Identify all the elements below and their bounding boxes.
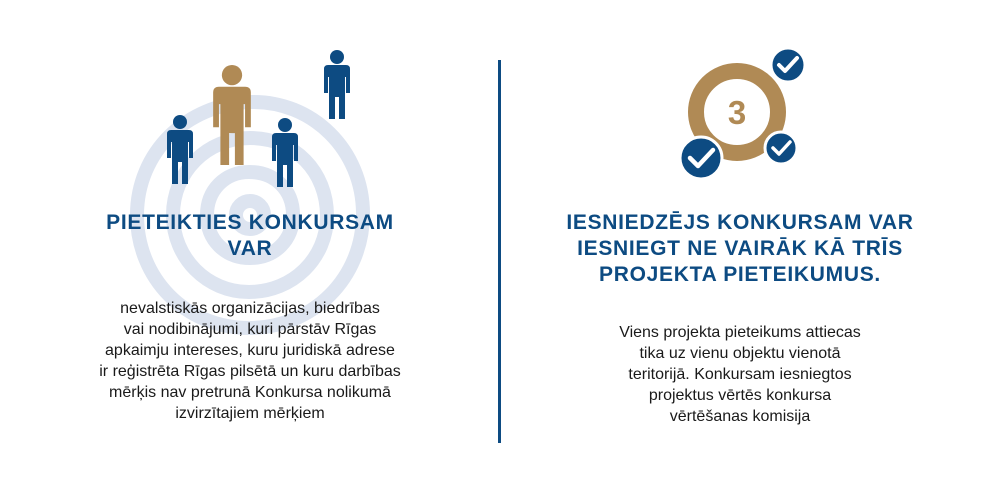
check-circle-icon [771, 48, 805, 82]
people-group-icon [160, 45, 360, 195]
description-line: nevalstiskās organizācijas, biedrības [120, 300, 380, 317]
right-description [540, 322, 940, 427]
description-line: vērtēšanas komisija [669, 408, 811, 425]
heading-line: PROJEKTA PIETEIKUMUS. [599, 263, 881, 286]
check-circle-icon [680, 137, 722, 179]
description-line: tika uz vienu objektu vienotā [639, 345, 841, 362]
description-line: izvirzītajiem mērķiem [175, 405, 325, 422]
heading-line: IESNIEGT NE VAIRĀK KĀ TRĪS [577, 237, 903, 260]
person-icon [272, 118, 298, 187]
person-icon [324, 50, 350, 119]
right-heading [520, 210, 960, 288]
person-icon [167, 115, 193, 184]
description-line: projektus vērtēs konkursa [648, 387, 832, 404]
heading-line: PIETEIKTIES KONKURSAM [106, 211, 394, 234]
description-line: teritorijā. Konkursam iesniegtos [628, 366, 852, 383]
left-heading [70, 210, 430, 262]
description-line: apkaimju intereses, kuru juridiskā adrese [105, 342, 395, 359]
checkmark-badge-icon [670, 45, 810, 185]
description-line: ir reģistrēta Rīgas pilsētā un kuru darbības [99, 363, 401, 380]
badge-number: 3 [727, 94, 747, 131]
heading-line: IESNIEDZĒJS KONKURSAM VAR [566, 211, 914, 234]
description-line: vai nodibinājumi, kuri pārstāv Rīgas [123, 321, 377, 338]
description-line: mērķis nav pretrunā Konkursa nolikumā [109, 384, 391, 401]
heading-line: VAR [227, 237, 273, 260]
left-description [60, 298, 440, 424]
description-line: Viens projekta pieteikums attiecas [619, 324, 861, 341]
person-highlighted-icon [213, 65, 251, 165]
check-circle-icon [765, 132, 797, 164]
